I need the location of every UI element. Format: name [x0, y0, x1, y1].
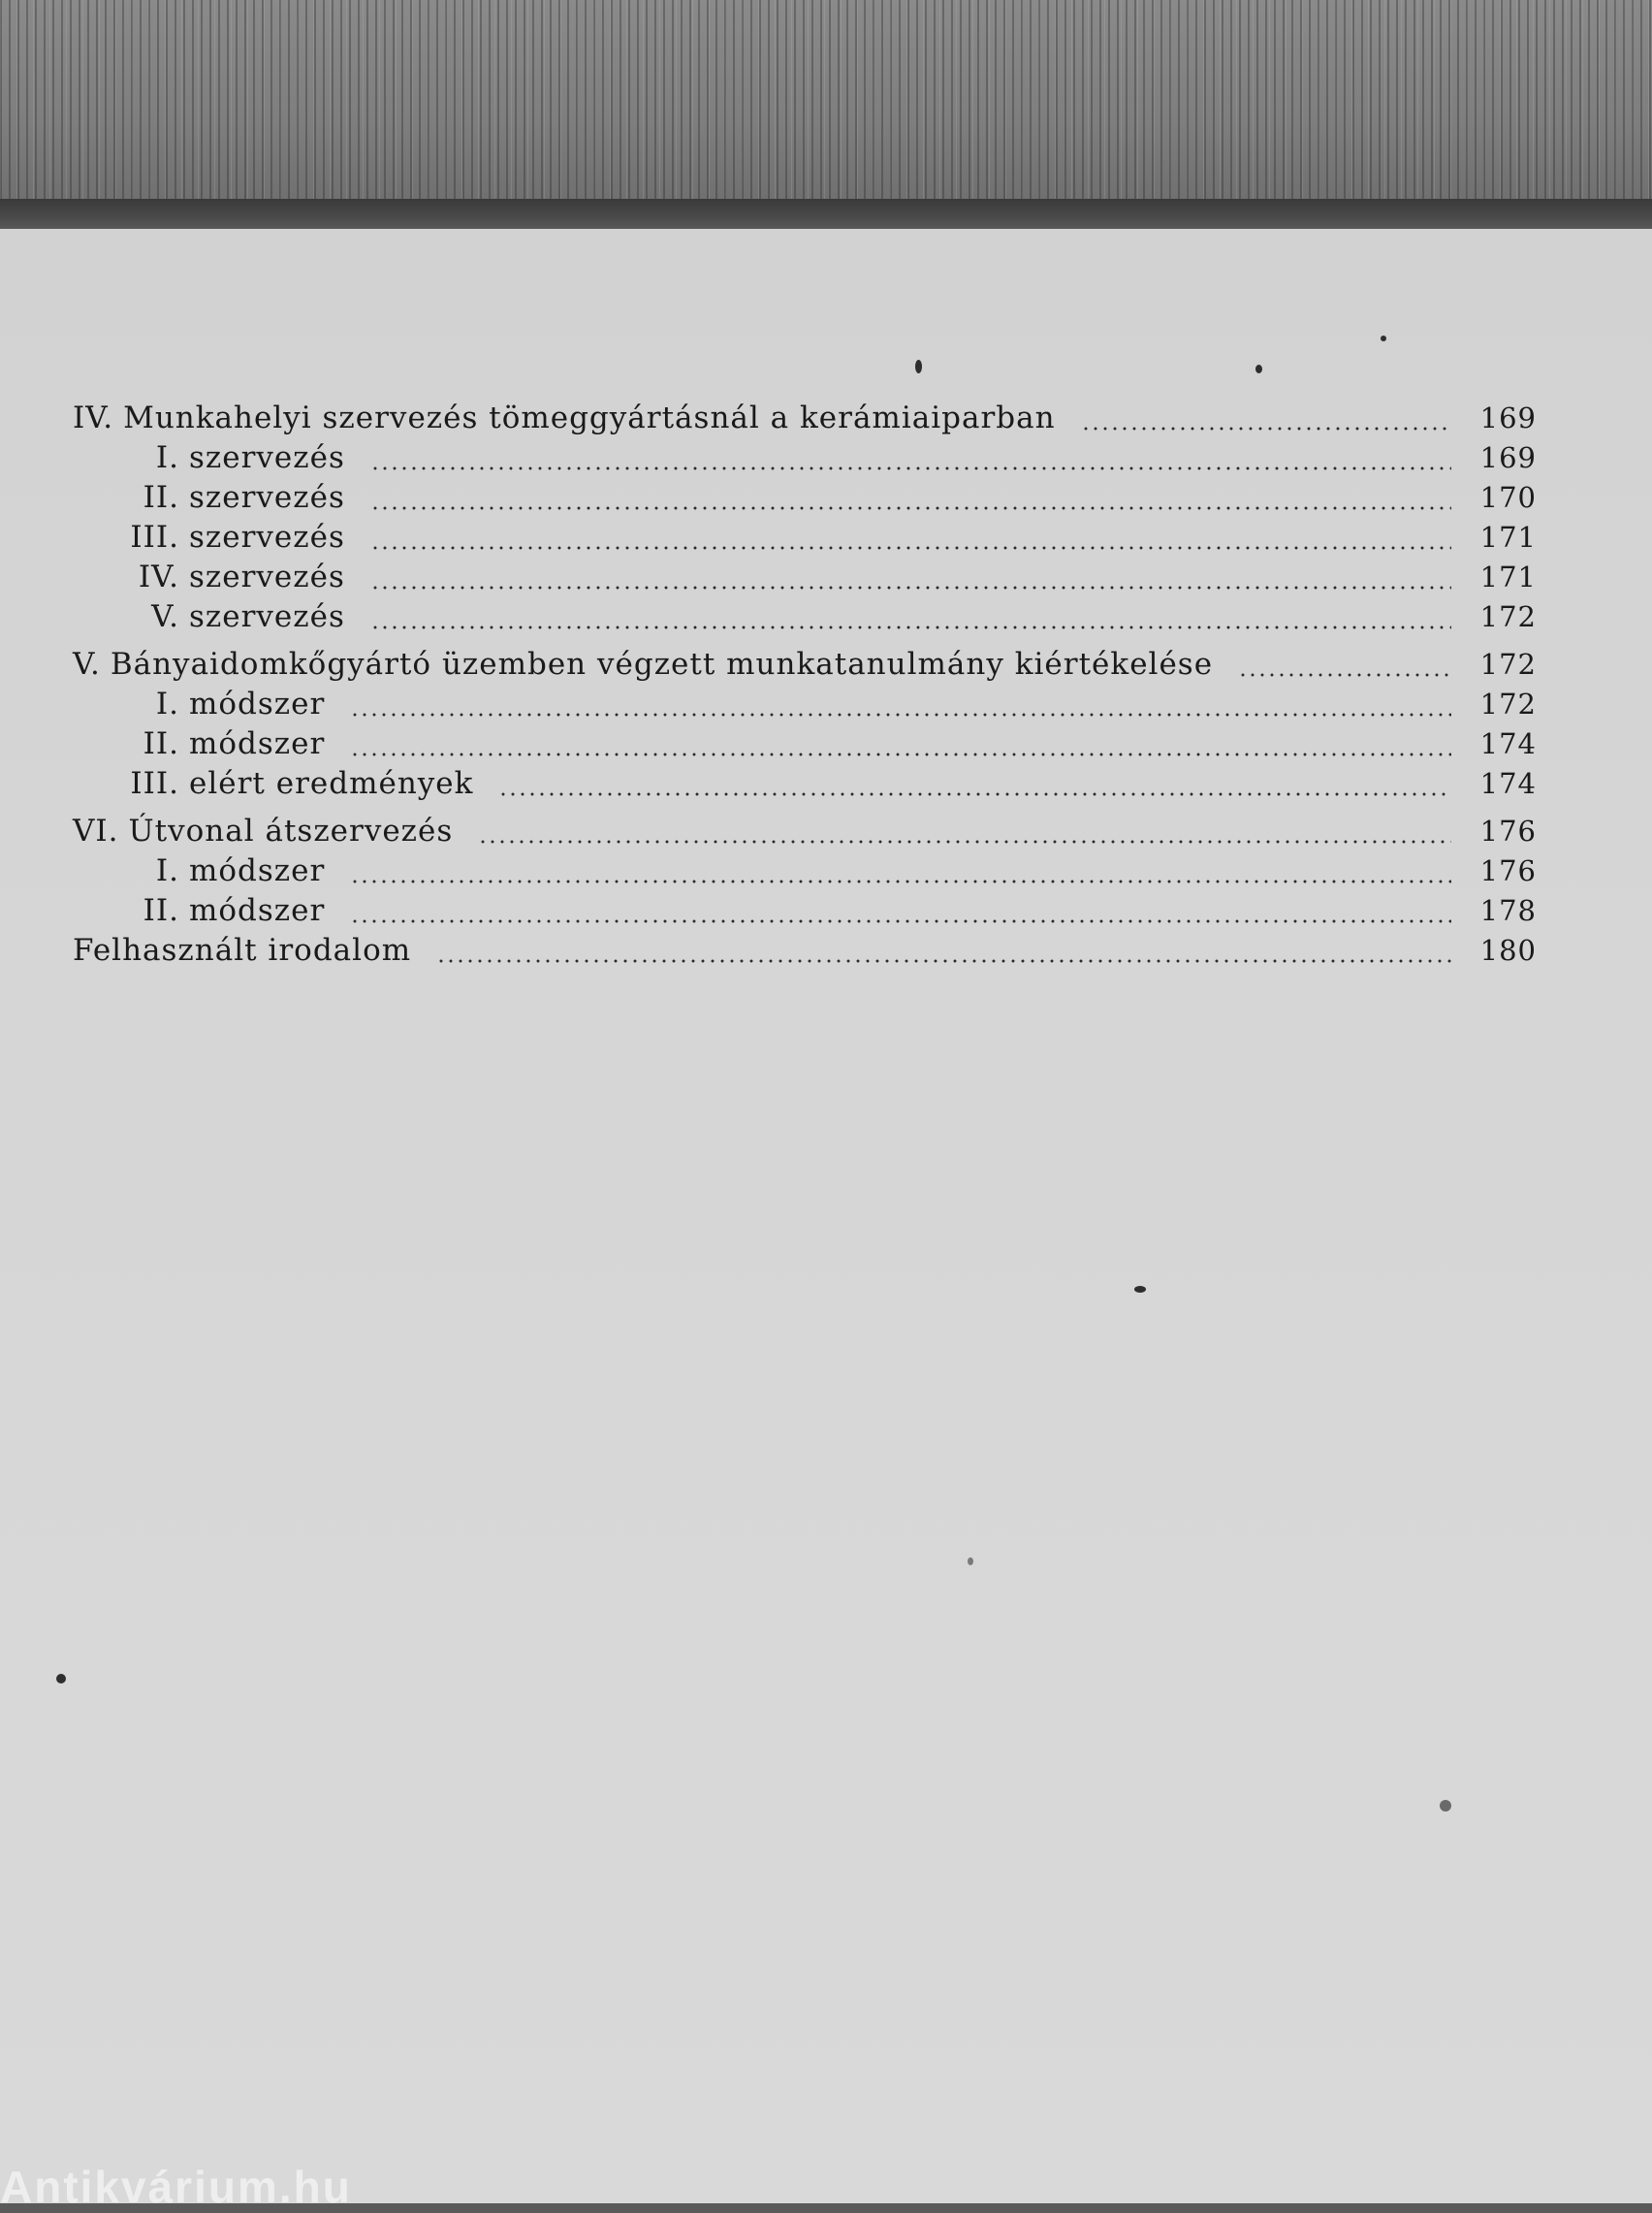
toc-leader-dots [370, 625, 1451, 629]
toc-leader-dots [498, 792, 1451, 796]
toc-entry-page: 172 [1479, 688, 1537, 721]
toc-entry-number: V. [151, 599, 179, 634]
toc-leader-dots [1081, 427, 1451, 431]
toc-entry-chapter [73, 647, 1537, 687]
toc-entry-page: 176 [1479, 815, 1537, 848]
toc-entry-section [73, 687, 1537, 726]
toc-entry-number: VI. [73, 814, 119, 849]
toc-entry-page: 178 [1479, 894, 1537, 927]
toc-entry-page: 180 [1479, 934, 1537, 967]
toc-leader-dots [350, 713, 1451, 717]
toc-entry-number: I. [155, 853, 179, 888]
toc-entry-chapter [73, 401, 1537, 440]
toc-entry-number: IV. [138, 560, 179, 594]
toc-entry-page: 174 [1479, 767, 1537, 800]
toc-entry-section [73, 766, 1537, 806]
toc-entry-title: módszer [189, 726, 326, 761]
toc-leader-dots [370, 466, 1451, 470]
toc-entry-title: szervezés [189, 480, 345, 515]
toc-entry-section [73, 726, 1537, 766]
toc-entry-number: III. [130, 766, 179, 801]
toc-entry-section [73, 560, 1537, 599]
paper-speck [56, 1674, 66, 1684]
paper-speck [915, 360, 922, 373]
paper-speck [968, 1557, 973, 1565]
toc-entry-title: módszer [189, 687, 326, 722]
toc-leader-dots [478, 840, 1451, 844]
toc-entry-title: szervezés [189, 599, 345, 634]
paper-speck [1255, 365, 1262, 373]
toc-entry-title: módszer [189, 893, 326, 928]
toc-entry-page: 174 [1479, 727, 1537, 760]
toc-entry-title: szervezés [189, 560, 345, 594]
toc-entry-number: I. [155, 440, 179, 475]
toc-entry-title: szervezés [189, 520, 345, 555]
toc-entry-title: szervezés [189, 440, 345, 475]
toc-entry-number: I. [155, 687, 179, 722]
toc-entry-title: módszer [189, 853, 326, 888]
toc-entry-title: Munkahelyi szervezés tömeggyártásnál a kerámiaiparban [123, 401, 1056, 435]
toc-leader-dots [350, 753, 1451, 756]
toc-entry-section [73, 480, 1537, 520]
toc-entry-page: 169 [1479, 401, 1537, 434]
table-of-contents [73, 401, 1537, 973]
toc-entry-number: II. [143, 480, 179, 515]
toc-entry-section [73, 853, 1537, 893]
toc-entry-number: II. [143, 893, 179, 928]
toc-entry-number: IV. [73, 401, 114, 435]
toc-leader-dots [370, 586, 1451, 590]
toc-entry-title: elért eredmények [189, 766, 474, 801]
paper-speck [1381, 336, 1386, 341]
toc-entry-number: II. [143, 726, 179, 761]
book-page [0, 229, 1652, 2203]
paper-speck [1134, 1286, 1146, 1293]
toc-entry-references [73, 933, 1537, 973]
toc-entry-page: 171 [1479, 521, 1537, 554]
table-backdrop [0, 0, 1652, 204]
toc-entry-page: 171 [1479, 561, 1537, 593]
toc-leader-dots [350, 880, 1451, 883]
toc-leader-dots [370, 506, 1451, 510]
toc-leader-dots [370, 546, 1451, 550]
toc-entry-number: III. [130, 520, 179, 555]
paper-speck [1440, 1800, 1451, 1812]
toc-entry-page: 176 [1479, 854, 1537, 887]
toc-leader-dots [1238, 673, 1451, 677]
toc-leader-dots [350, 919, 1451, 923]
toc-entry-section [73, 599, 1537, 639]
book-cover-edge [0, 199, 1652, 230]
toc-entry-title: Felhasznált irodalom [73, 933, 412, 968]
toc-entry-section [73, 520, 1537, 560]
toc-entry-number: V. [73, 647, 101, 682]
toc-entry-page: 169 [1479, 441, 1537, 474]
watermark: Antikvárium.hu [0, 2162, 352, 2212]
toc-entry-title: Bányaidomkőgyártó üzemben végzett munkatanulmány kiértékelése [110, 647, 1214, 682]
toc-leader-dots [436, 959, 1451, 963]
toc-entry-page: 172 [1479, 600, 1537, 633]
toc-entry-section [73, 440, 1537, 480]
toc-entry-title: Útvonal átszervezés [128, 814, 454, 849]
toc-entry-chapter [73, 814, 1537, 853]
toc-entry-page: 172 [1479, 648, 1537, 681]
toc-entry-section [73, 893, 1537, 933]
toc-entry-page: 170 [1479, 481, 1537, 514]
